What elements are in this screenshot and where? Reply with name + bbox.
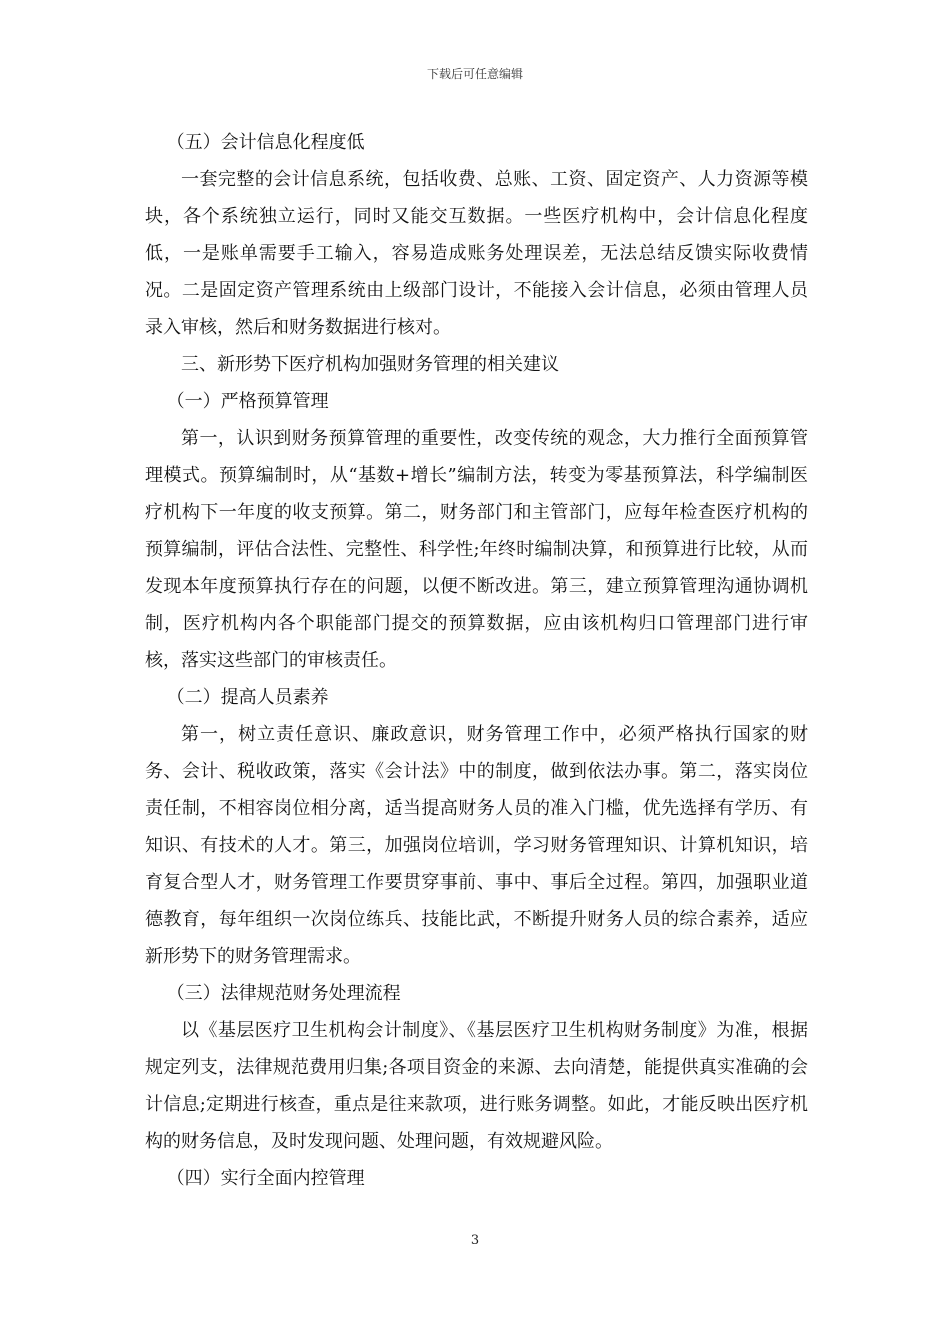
- section-heading-five: （五）会计信息化程度低: [166, 132, 365, 153]
- chapter-heading-three: 三、新形势下医疗机构加强财务管理的相关建议: [181, 354, 559, 375]
- body-paragraph: 第一，树立责任意识、廉政意识，财务管理工作中，必须严格执行国家的财务、会计、税收政策，落实《会计法》中的制度，做到依法办事。第二，落实岗位责任制，不相容岗位相分离，适当提高财务人员的准入门槛，优先选择有学历、有知识、有技术的人才。第三，加强岗位培训，学习财务管理知识、计算机知识，培育复合型人才，财务管理工作要贯穿事前、事中、事后全过程。第四，加强职业道德教育，每年组织一次岗位练兵、技能比武，不断提升财务人员的综合素养，适应新形势下的财务管理需求。: [145, 724, 808, 967]
- body-paragraph: 以《基层医疗卫生机构会计制度》、《基层医疗卫生机构财务制度》为准，根据规定列支，法律规范费用归集;各项目资金的来源、去向清楚，能提供真实准确的会计信息;定期进行核查，重点是往来款项，进行账务调整。如此，才能反映出医疗机构的财务信息，及时发现问题、处理问题，有效规避风险。: [145, 1020, 808, 1152]
- section-heading-four: （四）实行全面内控管理: [166, 1168, 365, 1189]
- page-header: 下载后可任意编辑: [426, 67, 523, 81]
- body-paragraph: 第一，认识到财务预算管理的重要性，改变传统的观念，大力推行全面预算管理模式。预算编制时，从“基数+增长”编制方法，转变为零基预算法，科学编制医疗机构下一年度的收支预算。第二，财务部门和主管部门，应每年检查医疗机构的预算编制，评估合法性、完整性、科学性;年终时编制决算，和预算进行比较，从而发现本年度预算执行存在的问题，以便不断改进。第三，建立预算管理沟通协调机制，医疗机构内各个职能部门提交的预算数据，应由该机构归口管理部门进行审核，落实这些部门的审核责任。: [145, 428, 808, 671]
- document-body: [145, 124, 808, 1197]
- page-number: 3: [470, 1233, 480, 1248]
- section-heading-one: （一）严格预算管理: [166, 391, 329, 412]
- section-heading-two: （二）提高人员素养: [166, 687, 329, 708]
- body-paragraph: 一套完整的会计信息系统，包括收费、总账、工资、固定资产、人力资源等模块，各个系统独立运行，同时又能交互数据。一些医疗机构中，会计信息化程度低，一是账单需要手工输入，容易造成账务处理误差，无法总结反馈实际收费情况。二是固定资产管理系统由上级部门设计，不能接入会计信息，必须由管理人员录入审核，然后和财务数据进行核对。: [145, 169, 808, 338]
- section-heading-three: （三）法律规范财务处理流程: [166, 983, 401, 1004]
